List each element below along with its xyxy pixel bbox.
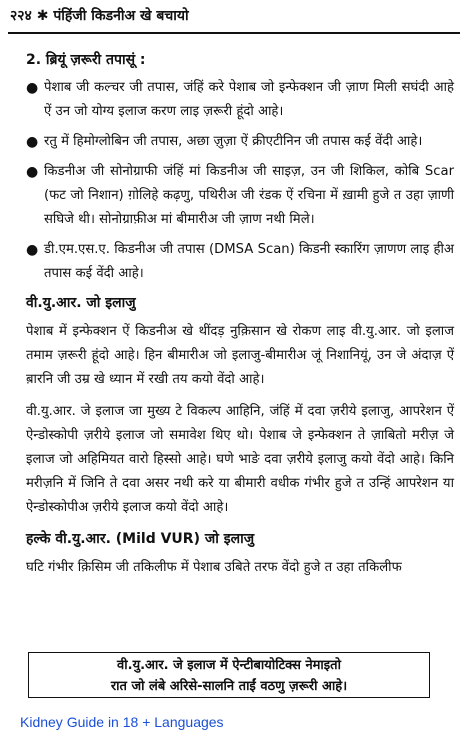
bullet-icon: ● [26,134,39,150]
list-item-text: रतु में हिमोग्लोबिन जी तपास, अछा ज़ुज़ा ऐं क्रीएटीनिन जी तपास कई वेंदी आहे। [44,134,423,149]
tests-list [26,76,454,286]
list-item-text: किडनीअ जी सोनोग्राफी जंहिं मां किडनीअ जी साइज़, उन जी शिकिल, कोबि Scar (फट जो निशान) ग़ोलिहे कढ़णु, पथिरीअ जी रंडक ऐं रचिना में ख़ामी हुजे त उहा ज़ाणी सघिजे थी। सोनोग्राफ़ीअ मां बीमारीअ जी ज़ाण नथी मिले। [44,164,454,227]
section-heading-tests: 2. ब्रियूं ज़रूरी तपासूं : [26,52,146,68]
footer-link[interactable]: Kidney Guide in 18 + Languages [20,714,224,730]
list-item-text: डी.एम.एस.ए. किडनीअ जी तपास (DMSA Scan) किडनी स्कारिंग ज़ाणण लाइ हीअ तपास कई वेंदी आहे। [44,242,454,281]
highlight-box [28,652,430,698]
highlight-line-1: वी.यु.आर. जे इलाज में ऐन्टीबायोटिक्स नेमाइतो [117,658,341,673]
list-item-text: पेशाब जी कल्चर जी तपास, जंहिं करे पेशाब जो इन्फेक्शन जी ज़ाण मिली सघंदी आहे ऐं उन जो योग्य इलाज करण लाइ ज़रूरी हूंदो आहे। [44,80,454,119]
list-item [26,238,454,286]
section-heading-mild-vur: हल्के वी.यु.आर. (Mild VUR) जो इलाजु [26,531,255,547]
page-header: २२४ ✱ पंहिंजी किडनीअ खे बचायो [10,8,189,24]
bullet-icon: ● [26,242,39,258]
list-item [26,130,454,154]
highlight-line-2: रात जो लंबे अरिसे-सालनि ताईं वठणु ज़रूरी आहे। [110,679,348,694]
bullet-icon: ● [26,80,39,96]
list-item [26,76,454,124]
main-content [26,48,454,588]
bullet-icon: ● [26,164,39,180]
paragraph: वी.यु.आर. जे इलाज जा मुख्य टे विकल्प आहिनि, जंहिं में दवा ज़रीये इलाजु, आपरेशन ऐं ऐन्डोस्कोपी ज़रीये इलाज जो समावेश थिए थो। पेशाब जे इन्फेक्शन ते ज़ाबितो मरीज़ जे इलाज जो अहिमियत वारो हिस्सो आहे। घणे भाङे दवा ज़रीये इलाजु कयो वेंदो आहे। किनि मरीज़नि में जिनि ते दवा असर नथी करे या बीमारी वधीक गंभीर हुजे त उन्हिं आपरेशन या ऐन्डोस्कोपीअ ज़रीये इलाज कयो वेंदो आहे। [26,404,454,515]
header-rule [8,32,460,34]
paragraph: पेशाब में इन्फेक्शन ऐं किडनीअ खे थींदड़ नुक़िसान खे रोकण लाइ वी.यु.आर. जो इलाज तमाम ज़रूरी हूंदो आहे। हिन बीमारीअ जो इलाजु-बीमारीअ जूं निशानियूं, उन जे अंदाज़ ऐं ब़ारनि जी उम्र खे ध्यान में रखी तय कयो वेंदो आहे। [26,324,454,387]
section-heading-vur-treatment: वी.यु.आर. जो इलाजु [26,295,136,311]
list-item [26,160,454,232]
paragraph: घटि गंभीर क़िसिम जी तकिलीफ में पेशाब उबिते तरफ वेंदो हुजे त उहा तकिलीफ [26,560,402,575]
